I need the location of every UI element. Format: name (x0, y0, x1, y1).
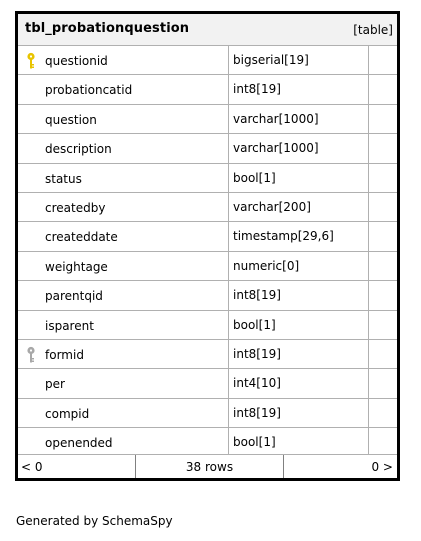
column-type-cell (229, 311, 369, 339)
column-type-cell (229, 164, 369, 192)
column-name-cell (18, 75, 229, 103)
column-name: isparent (45, 318, 94, 333)
column-type-cell (229, 340, 369, 368)
column-list (18, 46, 397, 457)
column-extra-cell (369, 164, 397, 192)
column-extra-cell (369, 281, 397, 309)
column-row (18, 105, 397, 134)
column-type-cell (229, 252, 369, 280)
column-name: status (45, 171, 82, 186)
column-row (18, 281, 397, 310)
column-extra-cell (369, 340, 397, 368)
column-name-cell (18, 46, 229, 74)
column-type-cell (229, 46, 369, 74)
column-row (18, 75, 397, 104)
column-row (18, 369, 397, 398)
column-type: bool[1] (233, 317, 276, 332)
column-type: bool[1] (233, 170, 276, 185)
column-extra-cell (369, 46, 397, 74)
column-extra-cell (369, 311, 397, 339)
column-name-cell (18, 340, 229, 368)
footer-children-count: 0 > (371, 460, 393, 474)
column-type: varchar[1000] (233, 141, 319, 156)
column-name-cell (18, 428, 229, 456)
column-name-cell (18, 134, 229, 162)
column-name: question (45, 112, 97, 127)
column-extra-cell (369, 222, 397, 250)
column-type: varchar[1000] (233, 111, 319, 126)
column-name: description (45, 142, 112, 157)
column-name-cell (18, 399, 229, 427)
column-extra-cell (369, 369, 397, 397)
generated-by-text: Generated by SchemaSpy (16, 514, 173, 528)
column-extra-cell (369, 134, 397, 162)
column-name-cell (18, 105, 229, 133)
column-row (18, 46, 397, 75)
column-type: timestamp[29,6] (233, 229, 334, 244)
column-extra-cell (369, 193, 397, 221)
column-name: weightage (45, 259, 108, 274)
column-extra-cell (369, 105, 397, 133)
column-type-cell (229, 105, 369, 133)
column-name-cell (18, 193, 229, 221)
column-name-cell (18, 369, 229, 397)
column-type-cell (229, 281, 369, 309)
column-name-cell (18, 281, 229, 309)
column-name-cell (18, 222, 229, 250)
foreign-key-icon (26, 346, 38, 364)
column-type-cell (229, 369, 369, 397)
column-name: parentqid (45, 289, 103, 304)
column-type: bool[1] (233, 435, 276, 450)
footer-parents-count: < 0 (18, 455, 136, 478)
column-type: int8[19] (233, 346, 281, 361)
column-extra-cell (369, 399, 397, 427)
column-row (18, 134, 397, 163)
column-row (18, 340, 397, 369)
column-row (18, 311, 397, 340)
column-name-cell (18, 252, 229, 280)
column-type-cell (229, 399, 369, 427)
column-row (18, 193, 397, 222)
column-type: varchar[200] (233, 199, 311, 214)
column-row (18, 222, 397, 251)
table-footer (18, 454, 397, 478)
column-type-cell (229, 75, 369, 103)
column-type-cell (229, 428, 369, 456)
column-type: bigserial[19] (233, 53, 309, 67)
column-name: probationcatid (45, 83, 133, 98)
table-box (15, 11, 400, 481)
primary-key-icon (26, 52, 38, 70)
column-name: per (45, 377, 65, 392)
column-type: int8[19] (233, 82, 281, 97)
table-header (18, 14, 397, 46)
column-type: numeric[0] (233, 258, 300, 273)
column-name: questionid (45, 54, 108, 68)
column-row (18, 399, 397, 428)
column-name: compid (45, 406, 90, 421)
column-type: int8[19] (233, 405, 281, 420)
column-row (18, 164, 397, 193)
column-name: formid (45, 347, 84, 362)
column-name-cell (18, 164, 229, 192)
column-extra-cell (369, 252, 397, 280)
column-extra-cell (369, 75, 397, 103)
column-type-cell (229, 193, 369, 221)
table-name: tbl_probationquestion (25, 21, 190, 36)
column-type-cell (229, 222, 369, 250)
column-row (18, 252, 397, 281)
column-name: openended (45, 436, 113, 451)
table-kind: [table] (353, 23, 393, 37)
column-type: int8[19] (233, 288, 281, 303)
column-name: createdby (45, 200, 106, 215)
column-name-cell (18, 311, 229, 339)
column-name: createddate (45, 230, 118, 245)
column-extra-cell (369, 428, 397, 456)
column-type-cell (229, 134, 369, 162)
column-type: int4[10] (233, 376, 281, 391)
footer-row-count: 38 rows (136, 455, 284, 478)
